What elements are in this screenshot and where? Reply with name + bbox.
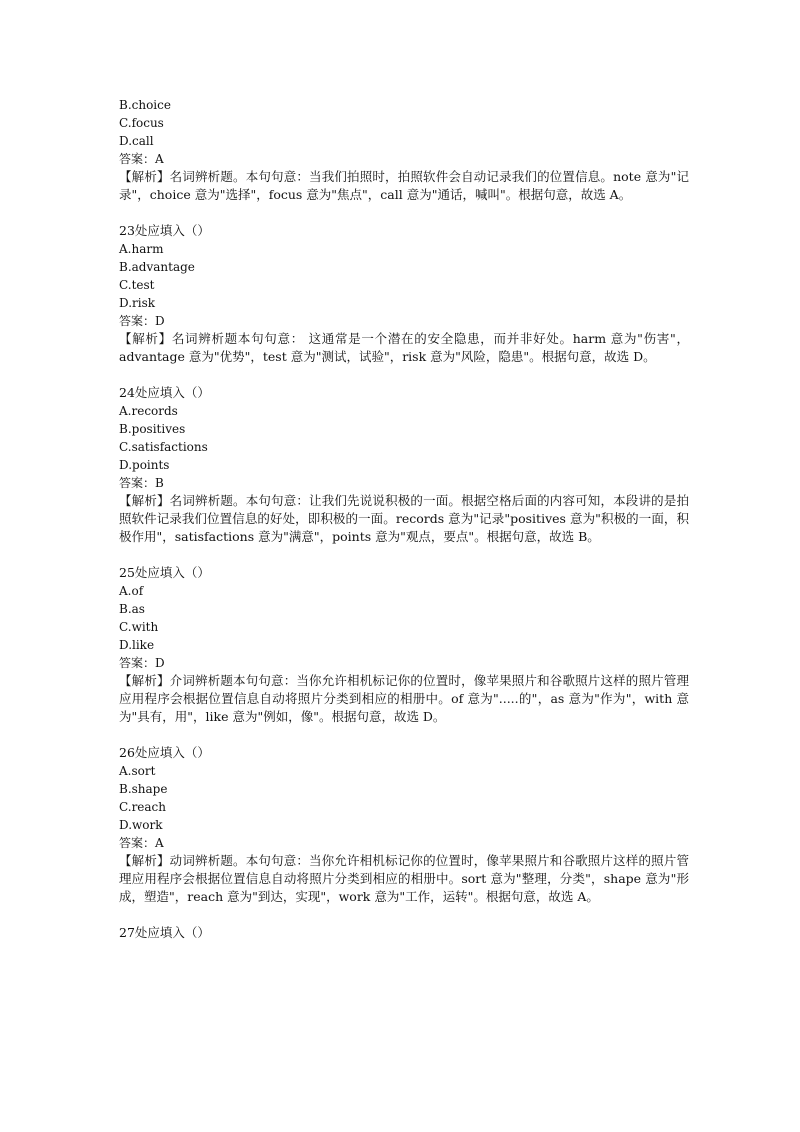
option-c: C.test [119,278,155,292]
option-d: D.call [119,134,154,148]
option-a: A.of [119,584,144,598]
question-title: 23处应填入（） [119,223,210,238]
question-title: 25处应填入（） [119,565,210,580]
option-d: D.like [119,638,155,652]
option-a: A.sort [119,764,156,778]
answer: 答案：B [119,476,164,490]
question-title: 24处应填入（） [119,385,210,400]
option-b: B.shape [119,782,168,796]
option-b: B.advantage [119,260,195,274]
document-page [119,96,689,942]
spacer [119,366,689,384]
analysis: 【解析】名词辨析题。本句句意：让我们先说说积极的一面。根据空格后面的内容可知，本段讲的是拍照软件记录我们位置信息的好处，即积极的一面。records 意为"记录"positives 意为"积极的一面，积极作用"，satisfactions 意为"满意"，points 意为"观点，要点"。根据句意，故选 B。 [119,493,689,544]
option-c: C.with [119,620,159,634]
option-d: D.work [119,818,163,832]
spacer [119,546,689,564]
question-22-tail [119,96,689,204]
option-d: D.points [119,458,170,472]
answer: 答案：D [119,314,165,328]
analysis: 【解析】名词辨析题本句句意： 这通常是一个潜在的安全隐患，而并非好处。harm 意为"伤害"，advantage 意为"优势"，test 意为"测试，试验"，risk 意为"风险，隐患"。根据句意，故选 D。 [119,331,689,364]
question-24 [119,384,689,546]
question-27 [119,924,689,942]
analysis: 【解析】介词辨析题本句句意：当你允许相机标记你的位置时，像苹果照片和谷歌照片这样的照片管理应用程序会根据位置信息自动将照片分类到相应的相册中。of 意为".....的"，as 意为"作为"，with 意为"具有，用"，like 意为"例如，像"。根据句意，故选 D。 [119,673,689,724]
spacer [119,204,689,222]
option-a: A.harm [119,242,164,256]
analysis: 【解析】动词辨析题。本句句意：当你允许相机标记你的位置时，像苹果照片和谷歌照片这样的照片管理应用程序会根据位置信息自动将照片分类到相应的相册中。sort 意为"整理，分类"，shape 意为"形成，塑造"，reach 意为"到达，实现"，work 意为"工作，运转"。根据句意，故选 A。 [119,853,689,904]
option-c: C.satisfactions [119,440,208,454]
analysis: 【解析】名词辨析题。本句句意：当我们拍照时，拍照软件会自动记录我们的位置信息。note 意为"记录"，choice 意为"选择"，focus 意为"焦点"，call 意为"通话，喊叫"。根据句意，故选 A。 [119,169,689,202]
spacer [119,906,689,924]
question-title: 27处应填入（） [119,925,210,940]
option-c: C.reach [119,800,167,814]
option-b: B.as [119,602,145,616]
option-c: C.focus [119,116,164,130]
option-a: A.records [119,404,178,418]
option-d: D.risk [119,296,156,310]
question-25 [119,564,689,726]
answer: 答案：A [119,836,164,850]
question-23 [119,222,689,366]
option-b: B.choice [119,98,171,112]
option-b: B.positives [119,422,186,436]
spacer [119,726,689,744]
question-26 [119,744,689,906]
question-title: 26处应填入（） [119,745,210,760]
answer: 答案：A [119,152,164,166]
answer: 答案：D [119,656,165,670]
